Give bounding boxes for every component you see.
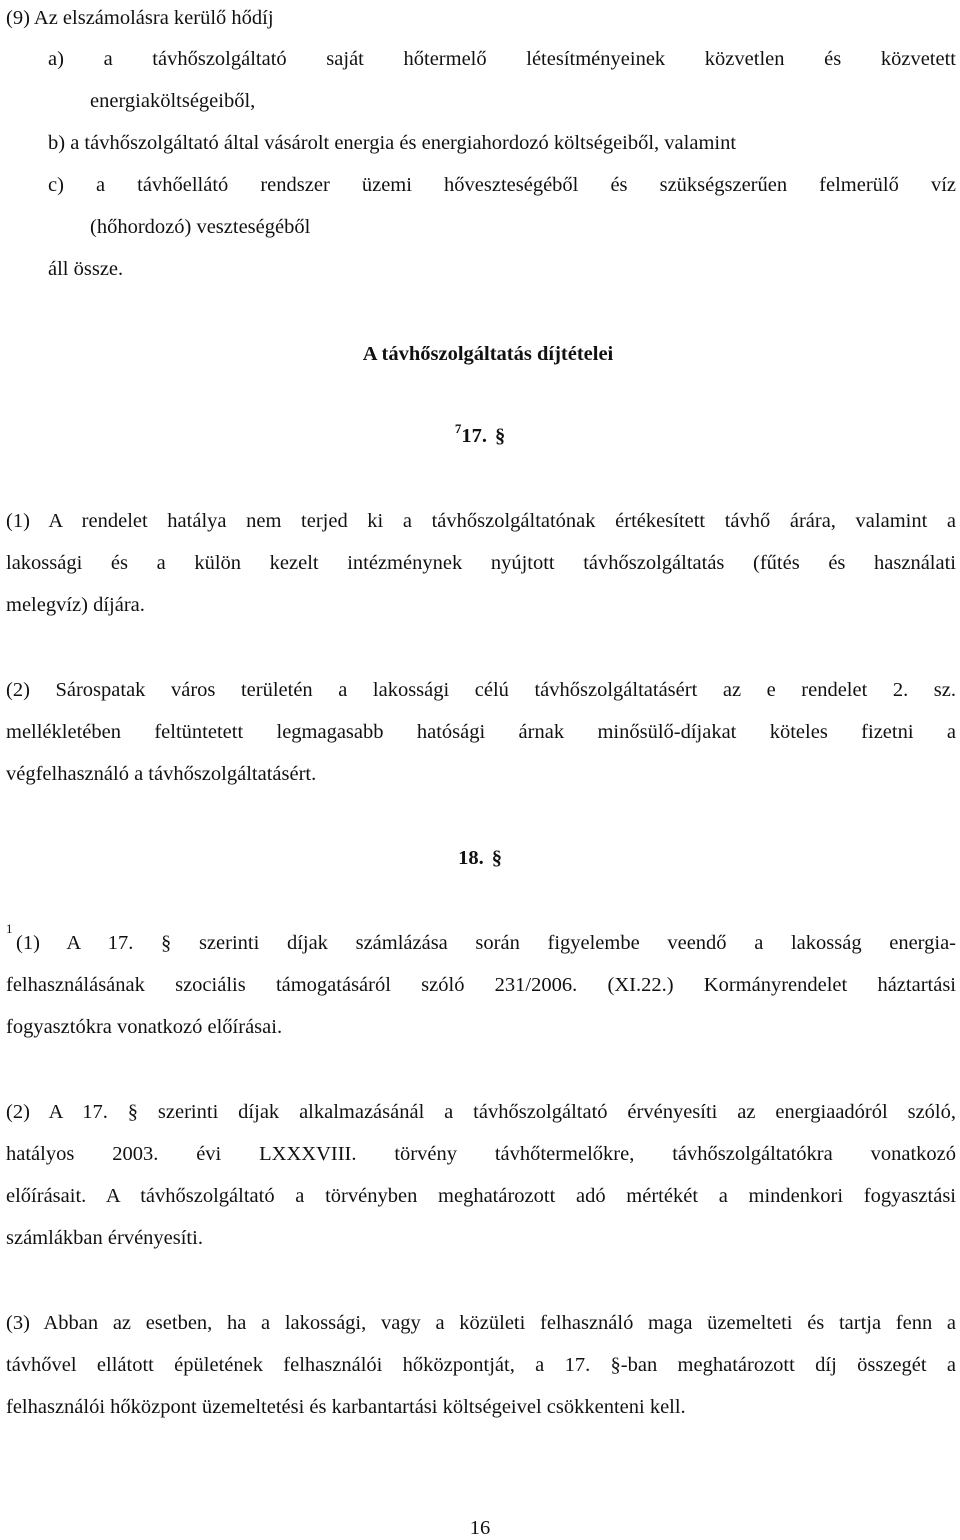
section-17-p1-line2: lakossági és a külön kezelt intézménynek nyújtott távhőszolgáltatás (fűtés és használati: [6, 552, 956, 574]
section-18-p1-line3: fogyasztókra vonatkozó előírásai.: [6, 1016, 283, 1038]
paragraph-9-intro: (9) Az elszámolásra kerülő hődíj: [6, 7, 274, 29]
section-17-number: 17.: [461, 425, 487, 447]
section-18-p2-line2: hatályos 2003. évi LXXXVIII. törvény távhőtermelőkre, távhőszolgáltatókra vonatkozó: [6, 1143, 956, 1165]
section-symbol: §: [491, 847, 502, 869]
section-18-title: [0, 848, 960, 869]
item-a-line1: a) a távhőszolgáltató saját hőtermelő létesítményeinek közvetlen és közvetett: [48, 48, 956, 70]
section-heading: A távhőszolgáltatás díjtételei: [362, 343, 614, 365]
item-c-line1: c) a távhőellátó rendszer üzemi hőveszteségéből és szükségszerűen felmerülő víz: [48, 174, 956, 196]
item-a-line2: energiaköltségeiből,: [90, 90, 256, 112]
section-18-number: 18.: [458, 847, 484, 869]
item-b: b) a távhőszolgáltató által vásárolt energia és energiahordozó költségeiből, valamint: [48, 132, 737, 154]
section-17-p1-line3: melegvíz) díjára.: [6, 594, 145, 616]
section-17-title: [0, 421, 960, 447]
section-17-p2-line1: (2) Sárospatak város területén a lakossági célú távhőszolgáltatásért az e rendelet 2. sz.: [6, 679, 956, 701]
section-18-p2-line1: (2) A 17. § szerinti díjak alkalmazásánál a távhőszolgáltató érvényesíti az energiaadóról szóló,: [6, 1101, 956, 1123]
page-number: 16: [469, 1517, 491, 1539]
section-18-p3-line3: felhasználói hőközpont üzemeltetési és karbantartási költségeivel csökkenteni kell.: [6, 1396, 686, 1418]
section-17-p2-line3: végfelhasználó a távhőszolgáltatásért.: [6, 763, 317, 785]
section-17-p2-line2: mellékletében feltüntetett legmagasabb hatósági árnak minősülő-díjakat köteles fizetni a: [6, 721, 956, 743]
section-18-p2-line4: számlákban érvényesíti.: [6, 1227, 203, 1249]
section-18-p3-line1: (3) Abban az esetben, ha a lakossági, vagy a közületi felhasználó maga üzemelteti és tartja fenn a: [6, 1312, 956, 1334]
section-18-p2-line3: előírásait. A távhőszolgáltató a törvényben meghatározott adó mértékét a mindenkori fogyasztási: [6, 1185, 956, 1207]
section-18-p1-line1: (1) A 17. § szerinti díjak számlázása során figyelembe veendő a lakosság energia-: [16, 932, 956, 954]
footnote-mark: 7: [454, 421, 462, 436]
section-18-p3-line2: távhővel ellátott épületének felhasználói hőközpontját, a 17. §-ban meghatározott díj összegét a: [6, 1354, 956, 1376]
section-17-p1-line1: (1) A rendelet hatálya nem terjed ki a távhőszolgáltatónak értékesített távhő árára, valamint a: [6, 510, 956, 532]
paragraph-9-closing: áll össze.: [48, 258, 124, 280]
section-symbol: §: [494, 425, 506, 447]
section-18-p1-line2: felhasználásának szociális támogatásáról szóló 231/2006. (XI.22.) Kormányrendelet háztartási: [6, 974, 956, 996]
footnote-mark: 1: [6, 921, 13, 936]
item-c-line2: (hőhordozó) veszteségéből: [90, 216, 311, 238]
